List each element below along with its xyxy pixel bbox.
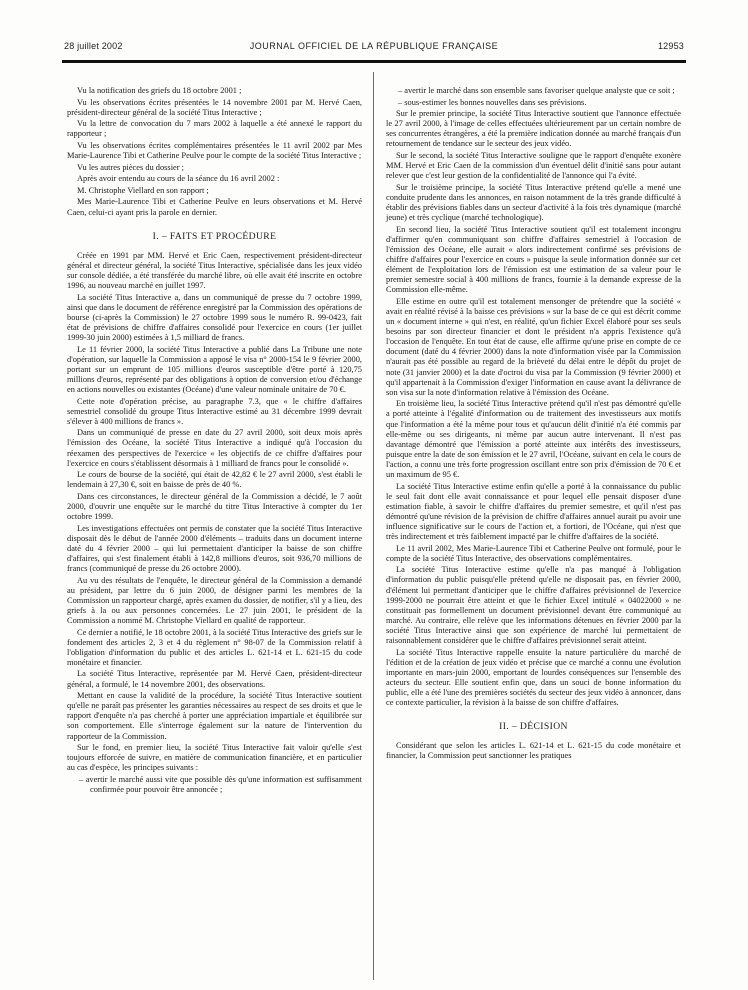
- paragraph: Sur le second, la société Titus Interactive souligne que le rapport d'enquête exonère MM. Hervé et Eric Caen de la commission d'un éventuel délit d'initié sans pour autant relever que c'est leur gestion de la confidentialité de l'annonce qui l'a évité.: [386, 151, 681, 181]
- paragraph: Après avoir entendu au cours de la séance du 16 avril 2002 :: [77, 174, 280, 184]
- document-body: [67, 86, 681, 795]
- paragraph: Vu les observations écrites complémentaires présentées le 11 avril 2002 par Mes Marie-Laurence Tibi et Catherine Peulve pour le compte de la société Titus Interactive ;: [67, 140, 362, 161]
- page-header: [64, 41, 684, 51]
- paragraph: En second lieu, la société Titus Interactive soutient qu'il est totalement incongru d'affirmer qu'en communiquant son chiffre d'affaires semestriel à l'occasion de l'émission des Océane, elle aurait « alors indirectement confirmé ses prévisions de chiffre d'affaires pour l'exercice en cours » puisque la seule information donnée sur cet élément de l'exploitation lors de l'émission est une estimation de sa valeur pour le premier semestre social à 400 millions de francs, fournie à la demande expresse de la Commission elle-même.: [386, 224, 681, 295]
- header-date: 28 juillet 2002: [64, 41, 123, 51]
- paragraph: Mes Marie-Laurence Tibi et Catherine Peulve en leurs observations et M. Hervé Caen, celui-ci ayant pris la parole en dernier.: [67, 197, 362, 217]
- paragraph: Le 11 février 2000, la société Titus Interactive a publié dans La Tribune une note d'opération, sur laquelle la Commission a apposé le visa n° 2000-154 le 9 février 2000, portant sur un emprunt de 105 millions d'euros susceptible d'être porté à 120,75 millions d'euros, représenté par des obligations à option de conversion et/ou d'échange en actions nouvelles ou existantes (Océane) d'une valeur nominale unitaire de 70 €.: [67, 344, 362, 394]
- paragraph: Le cours de bourse de la société, qui était de 42,82 € le 27 avril 2000, s'est établi le lendemain à 27,30 €, soit en baisse de près de 40 %.: [67, 470, 362, 490]
- paragraph: Dans un communiqué de presse en date du 27 avril 2000, soit deux mois après l'émission des Océane, la société Titus Interactive a indiqué qu'à l'occasion du réexamen des perspectives de l'exercice « les objectifs de ce chiffre d'affaires pour l'exercice en cours s'établissent désormais à 1 milliard de francs pour le consolidé ».: [67, 428, 362, 468]
- list-item: – sous-estimer les bonnes nouvelles dans ses prévisions.: [398, 97, 587, 107]
- header-page-number: 12953: [657, 41, 684, 51]
- list-item: – avertir le marché aussi vite que possible dès qu'une information est suffisamment confirmée pour pouvoir être annoncée ;: [79, 774, 362, 794]
- paragraph: M. Christophe Viellard en son rapport ;: [77, 185, 209, 195]
- paragraph: Créée en 1991 par MM. Hervé et Eric Caen, respectivement président-directeur général et directeur général, la société Titus Interactive, spécialisée dans les jeux vidéo sur console dédiée, a été transférée du marché libre, où elle avait été inscrite en octobre 1996, au nouveau marché en juillet 1997.: [67, 250, 362, 290]
- paragraph: La société Titus Interactive, représentée par M. Hervé Caen, président-directeur général, a formulé, le 14 novembre 2001, des observations.: [67, 669, 362, 689]
- paragraph: Le 11 avril 2002, Mes Marie-Laurence Tibi et Catherine Peulve ont formulé, pour le compte de la société Titus Interactive, des observations complémentaires.: [386, 543, 681, 563]
- paragraph: Vu les autres pièces du dossier ;: [77, 162, 184, 172]
- paragraph: La société Titus Interactive a, dans un communiqué de presse du 7 octobre 1999, ainsi que dans le document de référence enregistré par la Commission des opérations de bourse (ci-après la Commission) le 27 octobre 1999 sous le numéro R. 99-0423, fait état de prévisions de chiffre d'affaires consolidé pour l'exercice en cours (1er juillet 1999-30 juin 2000) estimées à 1,5 milliard de francs.: [67, 292, 362, 342]
- paragraph: Vu les observations écrites présentées le 14 novembre 2001 par M. Hervé Caen, président-directeur général de la société Titus Interactive ;: [67, 97, 362, 117]
- paragraph: Sur le troisième principe, la société Titus Interactive prétend qu'elle a mené une conduite prudente dans les annonces, en raison notamment de la très grande difficulté à établir des prévisions fiables dans un secteur d'activité à la fois très dynamique (marché jeune) et très cyclique (marché technologique).: [386, 182, 681, 223]
- paragraph: La société Titus Interactive rappelle ensuite la nature particulière du marché de l'édition et de la création de jeux vidéo et précise que ce marché a connu une évolution importante en mars-juin 2000, emportant de lourdes conséquences sur l'ensemble des acteurs du secteur. Elle soutient enfin que, dans un souci de bonne information du public, elle a été l'une des premières sociétés du secteur des jeux vidéo à annoncer, dans ce contexte particulier, la révision à la baisse de son chiffre d'affaires.: [386, 647, 681, 708]
- left-column: [67, 86, 362, 795]
- right-column: [386, 86, 681, 795]
- paragraph: Vu la notification des griefs du 18 octobre 2001 ;: [77, 86, 242, 95]
- paragraph: Dans ces circonstances, le directeur général de la Commission a décidé, le 7 août 2000, d'ouvrir une enquête sur le marché du titre Titus Interactive à compter du 1er octobre 1999.: [67, 491, 362, 522]
- list-item: – avertir le marché dans son ensemble sans favoriser quelque analyste que ce soit ;: [398, 86, 675, 95]
- header-title: JOURNAL OFFICIEL DE LA RÉPUBLIQUE FRANÇAISE: [249, 41, 499, 51]
- paragraph: Cette note d'opération précise, au paragraphe 7.3, que « le chiffre d'affaires semestriel consolidé du groupe Titus Interactive estimé au 31 décembre 1999 devrait s'élever à 400 millions de francs ».: [67, 396, 362, 426]
- header-rule: [62, 60, 686, 63]
- paragraph: Considérant que selon les articles L. 621-14 et L. 621-15 du code monétaire et financier, la Commission peut sanctionner les pratiques: [386, 741, 681, 761]
- paragraph: Elle estime en outre qu'il est totalement mensonger de prétendre que la société « avait en réalité révisé à la baisse ces prévisions » sur la base de ce qui est décrit comme un « document interne » qui n'est, en réalité, qu'un fichier Excel élaboré pour ses seuls besoins par son directeur financier et dont le président n'a appris l'existence qu'à l'occasion de l'enquête. En tout état de cause, elle affirme qu'une prise en compte de ce document (daté du 4 février 2000) dans la note d'information visée par la Commission n'aurait pas été possible au regard de la brièveté du délai entre le dépôt du projet de note (31 janvier 2000) et la date d'octroi du visa par la Commission (9 février 2000) et qu'il appartenait à la Commission d'exiger l'information en cause avant la délivrance de son visa sur la note d'information relative à l'émission des Océane.: [386, 296, 681, 397]
- paragraph: Ce dernier a notifié, le 18 octobre 2001, à la société Titus Interactive des griefs sur le fondement des articles 2, 3 et 4 du règlement n° 98-07 de la Commission relatif à l'obligation d'information du public et des articles L. 621-14 et L. 621-15 du code monétaire et financier.: [67, 627, 362, 667]
- paragraph: Au vu des résultats de l'enquête, le directeur général de la Commission a demandé au président, par lettre du 6 juin 2000, de désigner parmi les membres de la Commission un rapporteur chargé, après examen du dossier, de notifier, s'il y a lieu, des griefs à la ou aux personnes concernées. Le 27 juin 2001, le président de la Commission a nommé M. Christophe Viellard en qualité de rapporteur.: [67, 575, 362, 625]
- paragraph: Les investigations effectuées ont permis de constater que la société Titus Interactive disposait dès le début de l'année 2000 d'éléments – traduits dans un document interne daté du 4 février 2000 – qui lui permettaient d'anticiper la baisse de son chiffre d'affaires, qui s'est finalement établi à 142,8 millions d'euros, soit 936,70 millions de francs (communiqué de presse du 26 octobre 2000).: [67, 523, 362, 574]
- paragraph: Vu la lettre de convocation du 7 mars 2002 à laquelle a été annexé le rapport du rapporteur ;: [67, 119, 362, 139]
- paragraph: La société Titus Interactive estime qu'elle n'a pas manqué à l'obligation d'information du public puisqu'elle prétend qu'elle ne disposait pas, en février 2000, d'élément lui permettant d'anticiper que le chiffre d'affaires prévisionnel de l'exercice 1999-2000 ne pourrait être atteint et que le fichier Excel intitulé « 04022000 » ne constituait pas formellement un document prévisionnel devant être communiqué au marché. Au contraire, elle relève que les informations détenues en février 2000 par la société Titus Interactive ainsi que son expérience de marché lui permettaient de raisonnablement considérer que le chiffre d'affaires prévisionnel serait atteint.: [386, 565, 681, 645]
- section-heading: II. – DÉCISION: [499, 721, 568, 733]
- paragraph: Sur le fond, en premier lieu, la société Titus Interactive fait valoir qu'elle s'est toujours efforcée de suivre, en matière de communication financière, et en particulier au cas d'espèce, les principes suivants :: [67, 743, 362, 773]
- paragraph: En troisième lieu, la société Titus Interactive prétend qu'il n'est pas démontré qu'elle a porté atteinte à l'égalité d'information ou de traitement des investisseurs aux motifs que l'information a été la même pour tous et qu'aucun délit d'initié n'a été commis par elle-même ou ses dirigeants, ni même par aucun autre intervenant. Il n'est pas davantage démontré que l'émission a porté atteinte aux intérêts des investisseurs, puisque entre la date de son émission et le 27 avril, l'Océane, suivant en cela le cours de l'action, a connu une très forte progression oscillant entre son prix d'émission de 70 € et un maximum de 95 €.: [386, 399, 681, 479]
- paragraph: La société Titus Interactive estime enfin qu'elle a porté à la connaissance du public le seul fait dont elle avait connaissance et pour lequel elle pensait disposer d'une estimation fiable, à savoir le chiffre d'affaires du premier semestre, et qu'il n'est pas démontré qu'une révision de la prévision de chiffre d'affaires annuel aurait pu avoir une influence significative sur le cours de l'action et, a fortiori, de l'Océane, qui n'est que très indirectement et très faiblement impacté par le chiffre d'affaires de la société.: [386, 481, 681, 542]
- paragraph: Mettant en cause la validité de la procédure, la société Titus Interactive soutient qu'elle ne paraît pas présenter les garanties nécessaires au respect de ses droits et que le rapport d'enquête n'a pas cherché à porter une appréciation impartiale et équilibrée sur son comportement. Elle s'interroge également sur la nature de l'intervention du rapporteur de la Commission.: [67, 691, 362, 741]
- section-heading: I. – FAITS ET PROCÉDURE: [152, 230, 277, 242]
- paragraph: Sur le premier principe, la société Titus Interactive soutient que l'annonce effectuée le 27 avril 2000, à l'image de celles effectuées ultérieurement par un certain nombre de ses concurrentes étrangères, a été la première indication donnée au marché français d'un retournement de tendance sur le secteur des jeux vidéo.: [386, 109, 681, 149]
